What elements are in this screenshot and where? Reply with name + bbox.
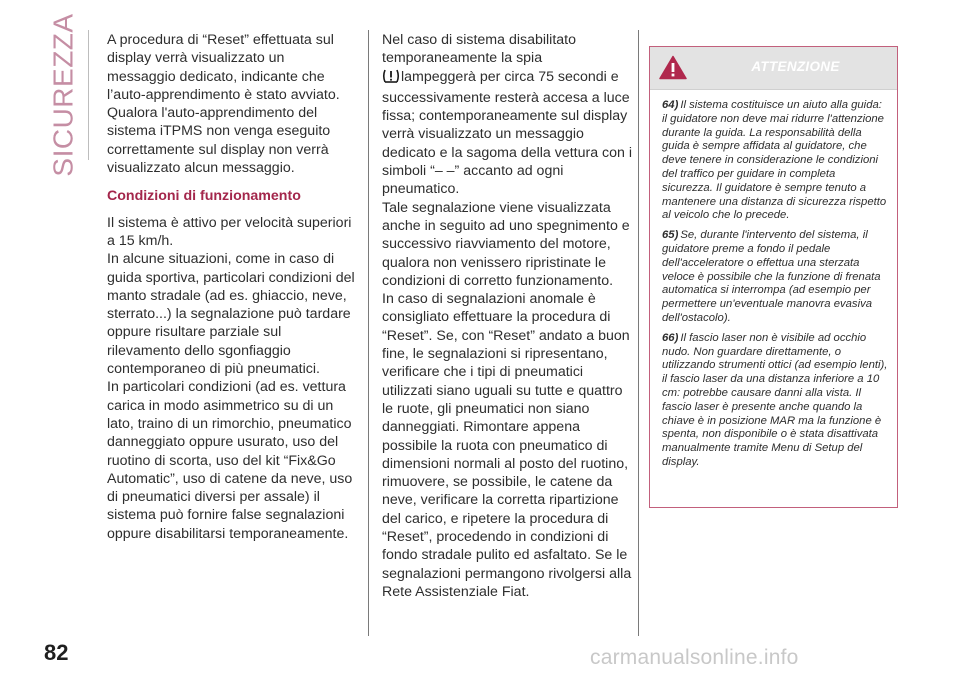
section-divider	[88, 30, 89, 160]
attention-header	[650, 47, 897, 90]
note-text: Se, durante l'intervento del sistema, il guidatore preme a fondo il pedale dell'acceleratore o effettua una sterzata veloce è possibile che la funzione di frenata automatica si interrompa (ad esempio per permettere un'eventuale manovra evasiva dell'ostacolo).	[662, 229, 881, 324]
attention-title: ATTENZIONE	[751, 59, 840, 74]
note-number: 65)	[662, 229, 679, 242]
attention-note	[662, 229, 889, 326]
paragraph: In alcune situazioni, come in caso di guida sportiva, particolari condizioni del manto stradale (ad es. ghiaccio, neve, sterrato...) la segnalazione può tardare oppure risultare parziale sul rilevamento dello sgonfiaggio contemporaneo di più pneumatici.	[107, 251, 355, 378]
tyre-pressure-warning-icon	[382, 68, 400, 89]
attention-note	[662, 99, 889, 223]
heading-operating-conditions: Condizioni di funzionamento	[107, 188, 301, 205]
paragraph-text: Nel caso di sistema disabilitato temporaneamente la spia	[382, 32, 576, 67]
attention-note	[662, 332, 889, 470]
page-number: 82	[44, 640, 69, 665]
column-divider	[638, 30, 639, 636]
attention-box	[649, 46, 898, 508]
column-left	[107, 31, 355, 543]
paragraph: In caso di segnalazioni anomale è consigliato effettuare la procedura di “Reset”. Se, con “Reset” andato a buon fine, le segnalazioni si ripresentano, verificare che i tipi di pneumatici utilizzati siano uguali su tutte e quattro le ruote, gli pneumatici non siano danneggiati. Rimontare appena possibile la ruota con pneumatico di dimensioni normali al posto del ruotino, rimuovere, se possibile, le catene da neve, verificare la corretta ripartizione del carico, e ripetere la procedura di “Reset”, procedendo in condizioni di fondo stradale pulito ed asfaltato. Se le segnalazioni permangono rivolgersi alla Rete Assistenziale Fiat.	[382, 291, 632, 600]
column-divider	[368, 30, 369, 636]
attention-body	[650, 90, 897, 470]
paragraph-text: lampeggerà per circa 75 secondi e successivamente resterà accesa a luce fissa; contemporaneamente sul display verrà visualizzato un messaggio dedicato e la sagoma della vettura con i simboli “– –” accanto ad ogni pneumatico.	[382, 68, 633, 198]
note-text: Il fascio laser non è visibile ad occhio nudo. Non guardare direttamente, o utilizzando strumenti ottici (ad esempio lenti), il fascio laser da una distanza inferiore a 10 cm: potrebbe causare danni alla vista. Il fascio laser è presente anche quando la chiave è in posizione MAR ma la funzione è spenta, non disponibile o è stata disattivata manualmente tramite Menu di Setup del display.	[662, 331, 888, 468]
section-title	[44, 13, 84, 177]
note-number: 64)	[662, 99, 679, 111]
paragraph-disabled-system	[382, 31, 632, 199]
warning-triangle-icon	[659, 55, 687, 85]
paragraph-intro: A procedura di “Reset” effettuata sul display verrà visualizzato un messaggio dedicato, indicante che l’auto-apprendimento è stato avviato. Qualora l'auto-apprendimento del sistema iTPMS non venga eseguito correttamente sul display non verrà visualizzato alcun messaggio.	[107, 32, 340, 177]
watermark: carmanualsonline.info	[590, 646, 799, 669]
note-number: 66)	[662, 331, 679, 344]
paragraph: In particolari condizioni (ad es. vettura carica in modo asimmetrico su di un lato, traino di un rimorchio, pneumatico danneggiato oppure usurato, uso del ruotino di scorta, uso del kit “Fix&Go Automatic”, uso di catene da neve, uso di pneumatici diversi per assale) il sistema può fornire false segnalazioni oppure disabilitarsi temporaneamente.	[107, 379, 353, 542]
column-middle	[382, 31, 632, 601]
paragraph: Il sistema è attivo per velocità superiori a 15 km/h.	[107, 214, 352, 249]
paragraph: Tale segnalazione viene visualizzata anche in seguito ad uno spegnimento e successivo riavviamento del motore, qualora non venissero ripristinate le condizioni di corretto funzionamento.	[382, 199, 630, 289]
note-text: Il sistema costituisce un aiuto alla guida: il guidatore non deve mai ridurre l'attenzione durante la guida. La responsabilità della guida è sempre affidata al guidatore, che deve tenere in considerazione le condizioni del traffico per guidare in completa sicurezza. Il guidatore è sempre tenuto a mantenere una distanza di sicurezza rispetto al veicolo che lo precede.	[662, 99, 887, 222]
section-title-text: SICUREZZA	[48, 13, 79, 177]
